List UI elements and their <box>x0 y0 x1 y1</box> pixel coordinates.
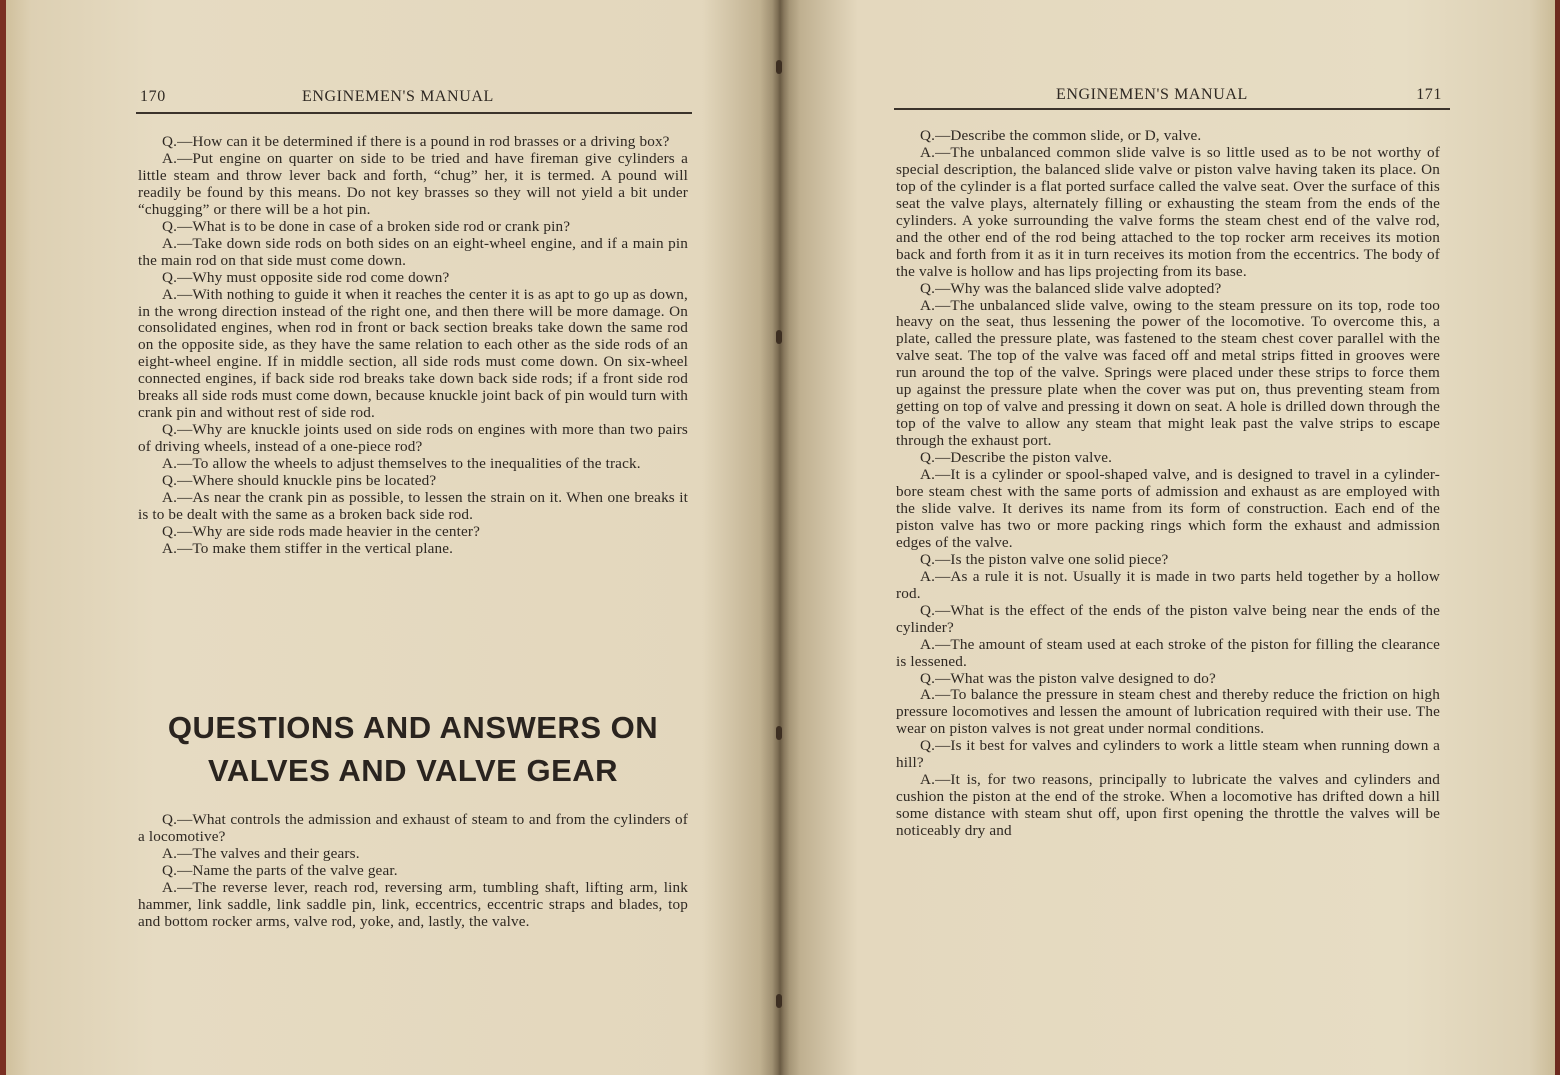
question-paragraph: Q.—What is to be done in case of a broken side rod or crank pin? <box>162 217 571 235</box>
question-paragraph: Q.—Where should knuckle pins be located? <box>162 472 437 490</box>
answer-paragraph: A.—To make them stiffer in the vertical plane. <box>162 539 454 557</box>
answer-paragraph: A.—With nothing to guide it when it reaches the center it is as apt to go up as down, in the wrong direction instead of the right one, and then there will be more damage. On consolidated engines, when rod in front or back section breaks take down the same rod on the opposite side, as they have the same relation to each other as the side rods of an eight-wheel engine. If in middle section, all side rods must come down. On six-wheel connected engines, if back side rod breaks take down back side rods; if a front side rod breaks all side rods must come down, because knuckle joint back of pin would turn with crank pin and without rest of side rod. <box>138 285 688 422</box>
binding-stitch <box>776 60 782 74</box>
question-paragraph: Q.—Why are side rods made heavier in the center? <box>162 522 480 540</box>
left-page-text-bottom <box>138 812 688 931</box>
question-paragraph: Q.—Describe the common slide, or D, valve. <box>920 127 1202 144</box>
answer-paragraph: A.—As near the crank pin as possible, to lessen the strain on it. When one breaks it is to be dealt with the same as a broken back side rod. <box>138 489 688 523</box>
question-paragraph: Q.—Is it best for valves and cylinders to work a little steam when running down a hill? <box>896 737 1440 772</box>
question-paragraph: Q.—Is the piston valve one solid piece? <box>920 550 1169 568</box>
section-heading <box>138 706 688 792</box>
answer-paragraph: A.—The reverse lever, reach rod, reversing arm, tumbling shaft, lifting arm, link hammer, link saddle, link saddle pin, link, eccentrics, eccentric straps and blades, top and bottom rocker arms, valve rod, yoke, and, lastly, the valve. <box>138 878 688 930</box>
question-paragraph: Q.—What is the effect of the ends of the piston valve being near the ends of the cylinder? <box>896 601 1440 636</box>
left-page-text-top <box>138 134 688 558</box>
running-head: ENGINEMEN'S MANUAL <box>302 88 494 105</box>
header-rule <box>894 108 1450 110</box>
right-page-header <box>894 84 1450 110</box>
question-paragraph: Q.—Why must opposite side rod come down? <box>162 268 450 286</box>
binding-stitch <box>776 726 782 740</box>
binding-stitch <box>776 994 782 1008</box>
question-paragraph: Q.—Name the parts of the valve gear. <box>162 861 398 879</box>
header-rule <box>136 112 692 114</box>
question-paragraph: Q.—What was the piston valve designed to do? <box>920 669 1216 687</box>
binding-stitch <box>776 330 782 344</box>
question-paragraph: Q.—Why are knuckle joints used on side rods on engines with more than two pairs of driving wheels, instead of a one-piece rod? <box>138 421 688 456</box>
answer-paragraph: A.—The unbalanced common slide valve is so little used as to be not worthy of special description, the balanced slide valve or piston valve having taken its place. On top of the cylinder is a flat ported surface called the valve seat. Over the surface of this seat the valve plays, alternately filling or exhausting the steam from the ends of the cylinders. A yoke surrounding the valve forms the steam chest end of the valve rod, and the other end of the rod being attached to the top rocker arm receives its motion back and forth from it as it in turn receives its motion from the eccentrics. The body of the valve is hollow and has lips projecting from its base. <box>896 143 1440 280</box>
section-heading-line: VALVES AND VALVE GEAR <box>207 753 619 788</box>
answer-paragraph: A.—The valves and their gears. <box>162 844 360 862</box>
section-heading-line: QUESTIONS AND ANSWERS ON <box>167 710 659 745</box>
answer-paragraph: A.—It is a cylinder or spool-shaped valve, and is designed to travel in a cylinder-bore steam chest with the same ports of admission and exhaust as are employed with the slide valve. It derives its name from its form of construction. Each end of the piston valve has two or more packing rings which form the exhaust and admission edges of the valve. <box>896 466 1440 551</box>
page-number: 171 <box>1416 86 1442 103</box>
right-page-text <box>896 128 1440 840</box>
question-paragraph: Q.—What controls the admission and exhaust of steam to and from the cylinders of a locomotive? <box>138 811 688 845</box>
answer-paragraph: A.—To allow the wheels to adjust themselves to the inequalities of the track. <box>162 455 641 473</box>
answer-paragraph: A.—As a rule it is not. Usually it is made in two parts held together by a hollow rod. <box>896 567 1440 602</box>
answer-paragraph: A.—Put engine on quarter on side to be tried and have fireman give cylinders a little steam and throw lever back and forth, “chug” her, it is termed. A pound will readily be found by this means. Do not key brasses so they will not yield a bit under “chugging” or there will be a hot pin. <box>138 149 688 218</box>
left-page-header <box>136 86 692 112</box>
answer-paragraph: A.—It is, for two reasons, principally to lubricate the valves and cylinders and cushion the piston at the end of the stroke. When a locomotive has drifted down a hill some distance with steam shut off, upon first opening the throttle the valves will be noticeably dry and <box>896 771 1440 840</box>
question-paragraph: Q.—Why was the balanced slide valve adopted? <box>920 279 1222 297</box>
answer-paragraph: A.—The amount of steam used at each stroke of the piston for filling the clearance is lessened. <box>896 635 1440 670</box>
right-page <box>790 0 1560 1075</box>
answer-paragraph: A.—To balance the pressure in steam chest and thereby reduce the friction on high pressure locomotives and lessen the amount of lubrication required with their use. The wear on piston valves is not great under normal conditions. <box>896 686 1440 738</box>
page-number: 170 <box>140 88 166 105</box>
left-page <box>0 0 770 1075</box>
question-paragraph: Q.—How can it be determined if there is a pound in rod brasses or a driving box? <box>162 133 670 150</box>
running-head: ENGINEMEN'S MANUAL <box>1056 86 1248 103</box>
question-paragraph: Q.—Describe the piston valve. <box>920 449 1113 467</box>
answer-paragraph: A.—The unbalanced slide valve, owing to the steam pressure on its top, rode too heavy on the seat, thus lessening the power of the locomotive. To overcome this, a plate, called the pressure plate, was fastened to the steam chest cover parallel with the valve seat. The top of the valve was faced off and metal strips fitted in grooves were run around the top of the valve. Springs were placed under these strips to force them up against the pressure plate when the cover was put on, thus preventing steam from getting on top of valve and pressing it down on seat. A hole is drilled down through the top of the valve to allow any steam that might leak past the valve strips to escape through the exhaust port. <box>896 296 1440 450</box>
answer-paragraph: A.—Take down side rods on both sides on an eight-wheel engine, and if a main pin the main rod on that side must come down. <box>138 234 688 269</box>
